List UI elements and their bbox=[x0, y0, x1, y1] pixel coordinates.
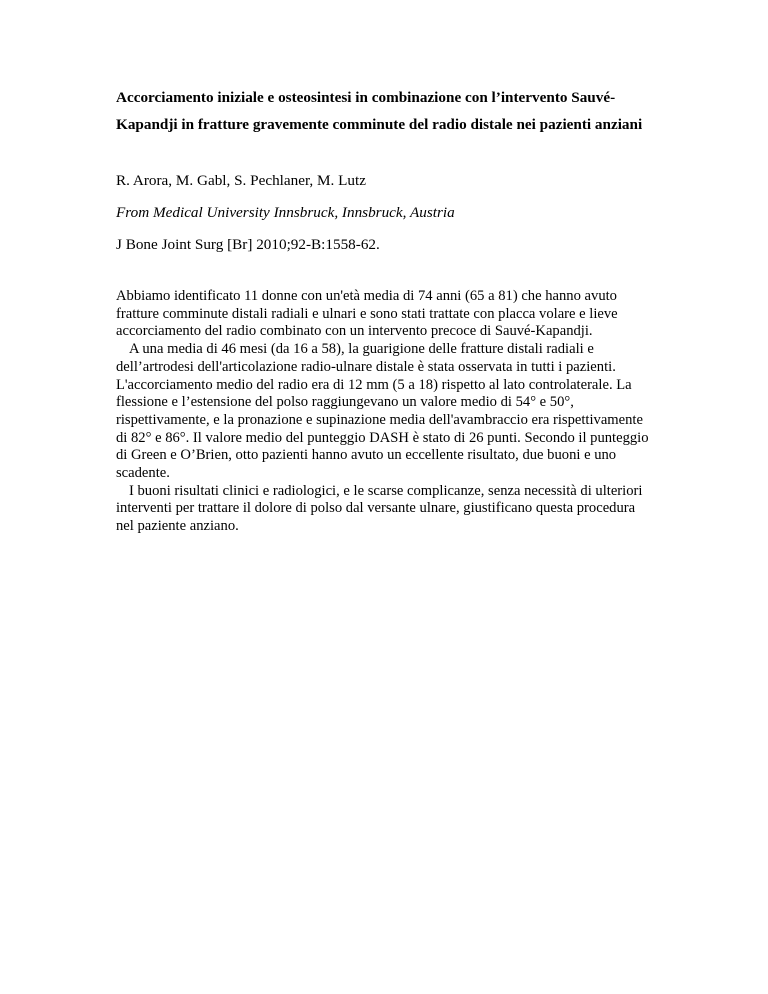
article-authors: R. Arora, M. Gabl, S. Pechlaner, M. Lutz bbox=[116, 172, 366, 189]
article-citation: J Bone Joint Surg [Br] 2010;92-B:1558-62. bbox=[116, 236, 380, 253]
article-abstract bbox=[116, 288, 656, 536]
abstract-paragraph-1: Abbiamo identificato 11 donne con un'età media di 74 anni (65 a 81) che hanno avuto fratture comminute distali radiali e ulnari e sono stati trattate con placca volare e lieve accorciamento del radio combinato con un intervento precoce di Sauvé-Kapandji. bbox=[116, 288, 618, 340]
abstract-paragraph-3: I buoni risultati clinici e radiologici, e le scarse complicanze, senza necessità di ulteriori interventi per trattare il dolore di polso dal versante ulnare, giustificano questa procedura nel paziente anziano. bbox=[116, 482, 643, 535]
abstract-paragraph-2: A una media di 46 mesi (da 16 a 58), la guarigione delle fratture distali radiali e dell’artrodesi dell'articolazione radio-ulnare distale è stata osservata in tutti i pazienti. L'accorciamento medio del radio era di 12 mm (5 a 18) rispetto al lato controlaterale. La flessione e l’estensione del polso raggiungevano un valore medio di 54° e 50°, rispettivamente, e la pronazione e supinazione media dell'avambraccio era rispettivamente di 82° e 86°. Il valore medio del punteggio DASH è stato di 26 punti. Secondo il punteggio di Green e O’Brien, otto pazienti hanno avuto un eccellente risultato, due buoni e uno scadente. bbox=[116, 341, 649, 482]
article-title: Accorciamento iniziale e osteosintesi in combinazione con l’intervento Sauvé-Kapandji in fratture gravemente comminute del radio distale nei pazienti anziani bbox=[116, 89, 643, 133]
article-affiliation: From Medical University Innsbruck, Innsbruck, Austria bbox=[116, 204, 455, 221]
